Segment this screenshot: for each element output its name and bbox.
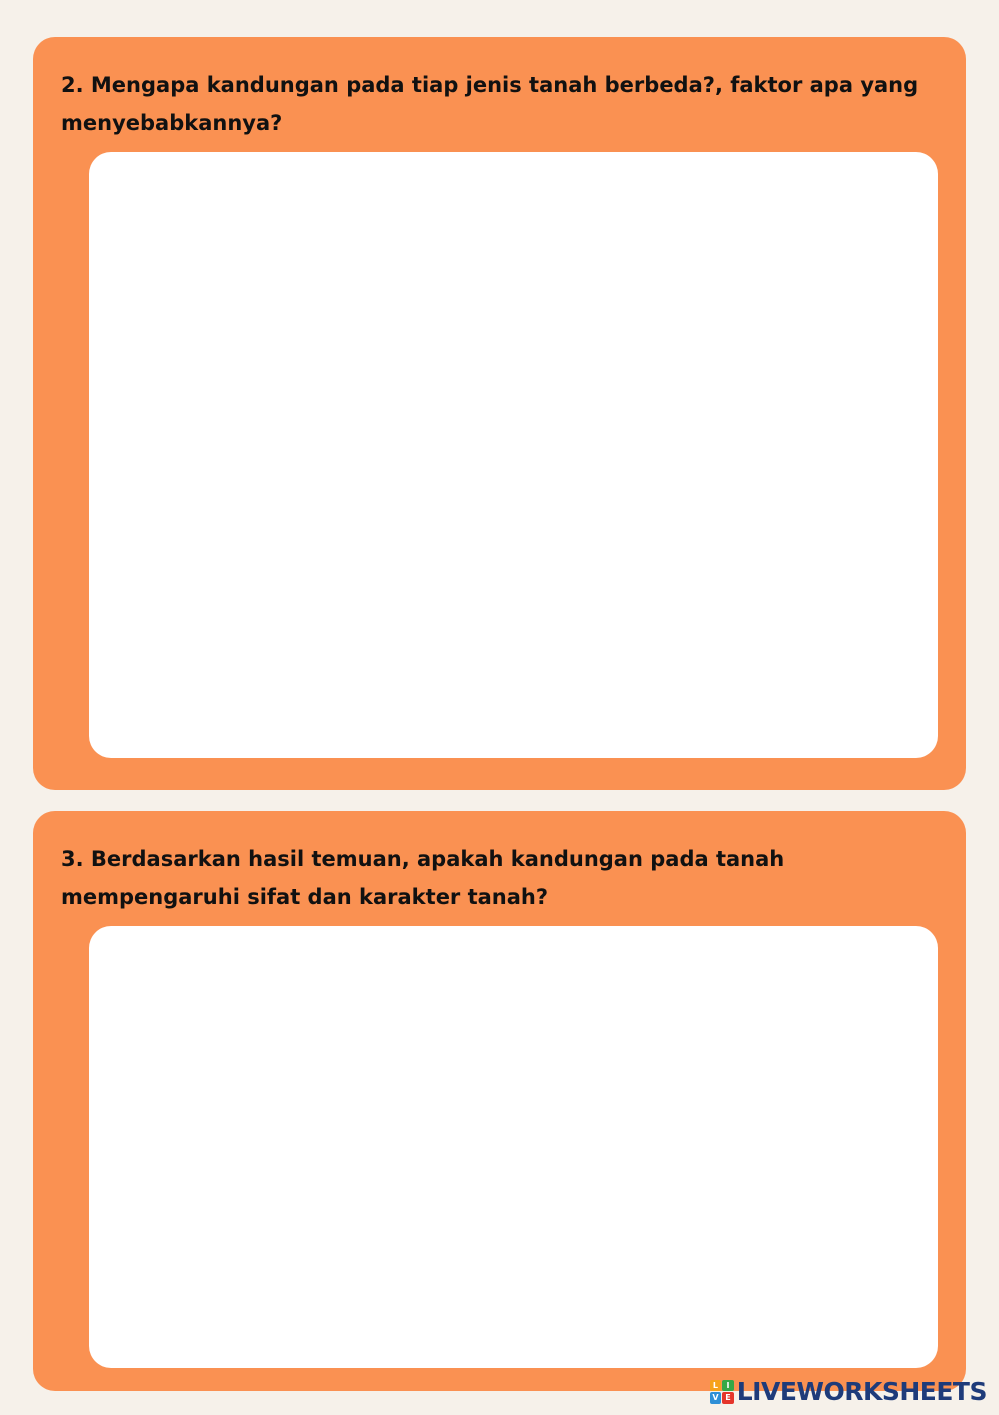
answer-field-3[interactable]: [89, 926, 938, 1368]
brand-name: LIVEWORKSHEETS: [736, 1377, 987, 1406]
logo-letter-l: L: [710, 1380, 722, 1392]
liveworksheets-logo-icon: [710, 1380, 734, 1404]
logo-letter-i: I: [722, 1380, 734, 1392]
question-2-text: 2. Mengapa kandungan pada tiap jenis tanah berbeda?, faktor apa yang menyebabkannya?: [61, 73, 919, 135]
question-card-3: [33, 811, 966, 1391]
logo-letter-v: V: [710, 1392, 722, 1404]
logo-letter-e: E: [722, 1392, 734, 1404]
liveworksheets-brand: [710, 1377, 987, 1406]
answer-field-2[interactable]: [89, 152, 938, 758]
question-3-text: 3. Berdasarkan hasil temuan, apakah kandungan pada tanah mempengaruhi sifat dan karakter tanah?: [61, 847, 785, 909]
question-card-2: [33, 37, 966, 790]
